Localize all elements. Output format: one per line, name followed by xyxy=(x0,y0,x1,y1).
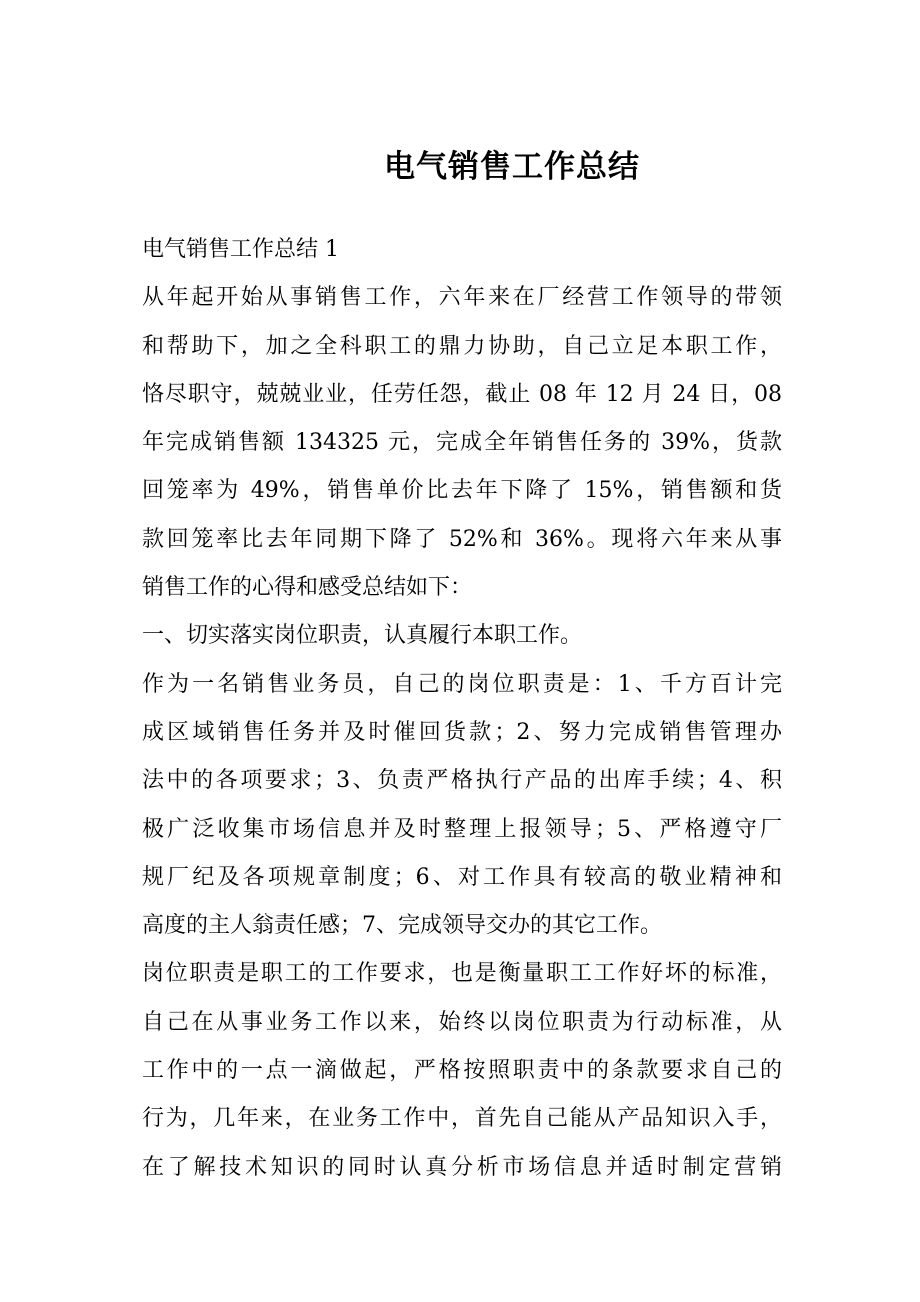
paragraph-line: 极广泛收集市场信息并及时整理上报领导；5、严格遵守厂 xyxy=(142,816,782,842)
paragraph-line: 自己在从事业务工作以来，始终以岗位职责为行动标准，从 xyxy=(142,1009,782,1035)
paragraph-line: 岗位职责是职工的工作要求，也是衡量职工工作好坏的标准， xyxy=(142,961,782,987)
paragraph-line: 销售工作的心得和感受总结如下： xyxy=(142,575,473,601)
section-heading: 电气销售工作总结 1 xyxy=(142,237,339,262)
paragraph-line: 年完成销售额 134325 元，完成全年销售任务的 39%，货款 xyxy=(142,430,782,456)
paragraph-line: 款回笼率比去年同期下降了 52%和 36%。现将六年来从事 xyxy=(142,526,782,552)
paragraph-line: 从年起开始从事销售工作，六年来在厂经营工作领导的带领 xyxy=(142,285,782,311)
paragraph-line: 法中的各项要求；3、负责严格执行产品的出库手续；4、积 xyxy=(142,768,782,794)
paragraph-line: 作为一名销售业务员，自己的岗位职责是：1、千方百计完 xyxy=(142,671,782,697)
paragraph-line: 成区域销售任务并及时催回货款；2、努力完成销售管理办 xyxy=(142,719,782,745)
paragraph-line: 回笼率为 49%，销售单价比去年下降了 15%，销售额和货 xyxy=(142,478,782,504)
paragraph-line: 恪尽职守，兢兢业业，任劳任怨，截止 08 年 12 月 24 日，08 xyxy=(142,381,782,407)
paragraph-line: 行为，几年来，在业务工作中，首先自己能从产品知识入手， xyxy=(142,1106,782,1132)
section-heading: 一、切实落实岗位职责，认真履行本职工作。 xyxy=(142,623,583,649)
paragraph-line: 在了解技术知识的同时认真分析市场信息并适时制定营销 xyxy=(142,1154,782,1180)
paragraph-line: 工作中的一点一滴做起，严格按照职责中的条款要求自己的 xyxy=(142,1058,782,1084)
document-title: 电气销售工作总结 xyxy=(384,149,640,185)
paragraph-line: 和帮助下，加之全科职工的鼎力协助，自己立足本职工作， xyxy=(142,333,782,359)
paragraph-line: 规厂纪及各项规章制度；6、对工作具有较高的敬业精神和 xyxy=(142,864,782,890)
document-body xyxy=(142,226,792,1192)
paragraph-line: 高度的主人翁责任感；7、完成领导交办的其它工作。 xyxy=(142,913,662,939)
